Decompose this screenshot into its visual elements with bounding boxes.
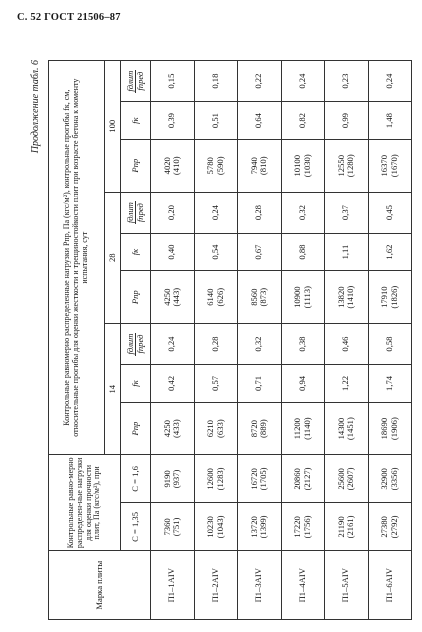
row-mark: П1–4AIV xyxy=(281,551,325,620)
table-caption: Продолжение табл. 6 xyxy=(30,60,41,154)
cell-r100: 0,23 xyxy=(325,61,369,102)
cell-fk28: 0,54 xyxy=(194,233,238,271)
rotated-table-block xyxy=(30,60,412,620)
cell-r14: 0,32 xyxy=(238,323,282,364)
cell-p14: 4250 (433) xyxy=(151,402,195,455)
cell-fk14: 0,57 xyxy=(194,365,238,403)
header-mark: Марка плиты xyxy=(49,551,151,620)
cell-fk28: 0,88 xyxy=(281,233,325,271)
cell-p28: 13820 (1410) xyxy=(325,271,369,324)
cell-fk100: 0,39 xyxy=(151,102,195,140)
header-ratio-28: fдлит fпред xyxy=(121,192,151,233)
cell-r28: 0,20 xyxy=(151,192,195,233)
header-f-k-28: fк xyxy=(121,233,151,271)
header-f-k-14: fк xyxy=(121,365,151,403)
header-group-title: Контрольные равномерно распределенные нагрузки Pпр, Па (кгс/м²), контрольные прогибы fк, см, относительные прогибы для оценки жесткости и трещиностойкости плит при возрасте бетона к моменту испытания, сут xyxy=(49,61,105,455)
table-row xyxy=(151,61,195,620)
cell-p100: 12550 (1280) xyxy=(325,139,369,192)
cell-p14: 8720 (889) xyxy=(238,402,282,455)
header-p-pr-100: Pпр xyxy=(121,139,151,192)
cell-p28: 4250 (443) xyxy=(151,271,195,324)
cell-r14: 0,46 xyxy=(325,323,369,364)
cell-c135: 17220 (1756) xyxy=(281,503,325,551)
cell-fk100: 0,51 xyxy=(194,102,238,140)
header-age-100: 100 xyxy=(105,61,121,193)
cell-r28: 0,37 xyxy=(325,192,369,233)
cell-fk14: 0,71 xyxy=(238,365,282,403)
header-c-16: С = 1,6 xyxy=(121,455,151,503)
cell-r14: 0,24 xyxy=(151,323,195,364)
cell-fk100: 0,64 xyxy=(238,102,282,140)
cell-p28: 8560 (873) xyxy=(238,271,282,324)
cell-p28: 6140 (626) xyxy=(194,271,238,324)
cell-c135: 7360 (751) xyxy=(151,503,195,551)
cell-r28: 0,32 xyxy=(281,192,325,233)
header-p-pr-14: Pпр xyxy=(121,402,151,455)
cell-fk14: 0,94 xyxy=(281,365,325,403)
cell-p100: 16370 (1670) xyxy=(368,139,412,192)
cell-c135: 13720 (1399) xyxy=(238,503,282,551)
cell-r100: 0,24 xyxy=(281,61,325,102)
cell-c135: 27380 (2792) xyxy=(368,503,412,551)
cell-fk28: 1,11 xyxy=(325,233,369,271)
cell-fk28: 1,62 xyxy=(368,233,412,271)
cell-r14: 0,58 xyxy=(368,323,412,364)
cell-p14: 14300 (1451) xyxy=(325,402,369,455)
cell-c16: 20860 (2127) xyxy=(281,455,325,503)
cell-fk28: 0,40 xyxy=(151,233,195,271)
table-6 xyxy=(48,60,412,620)
table-row xyxy=(368,61,412,620)
header-ratio-14: fдлит fпред xyxy=(121,323,151,364)
cell-p100: 5780 (590) xyxy=(194,139,238,192)
cell-p28: 17910 (1826) xyxy=(368,271,412,324)
table-row xyxy=(194,61,238,620)
page-header: С. 52 ГОСТ 21506–87 xyxy=(17,12,121,23)
header-f-k-100: fк xyxy=(121,102,151,140)
header-p-pr-28: Pпр xyxy=(121,271,151,324)
cell-c135: 21190 (2161) xyxy=(325,503,369,551)
cell-c16: 9190 (937) xyxy=(151,455,195,503)
cell-r28: 0,45 xyxy=(368,192,412,233)
cell-fk100: 1,48 xyxy=(368,102,412,140)
header-age-28: 28 xyxy=(105,192,121,323)
cell-r28: 0,24 xyxy=(194,192,238,233)
cell-fk14: 0,42 xyxy=(151,365,195,403)
row-mark: П1–3AIV xyxy=(238,551,282,620)
table-row xyxy=(238,61,282,620)
cell-p28: 10900 (1113) xyxy=(281,271,325,324)
header-age-14: 14 xyxy=(105,323,121,454)
cell-r100: 0,24 xyxy=(368,61,412,102)
cell-c16: 25600 (2607) xyxy=(325,455,369,503)
cell-c16: 32900 (3356) xyxy=(368,455,412,503)
cell-p100: 7940 (810) xyxy=(238,139,282,192)
header-control-loads: Контрольные равно-мерно распределен-ные нагрузки для оценки прочности плит, Па (кгс/м²), при xyxy=(49,455,121,551)
header-ratio-100: fдлит fпред xyxy=(121,61,151,102)
cell-c16: 12600 (1283) xyxy=(194,455,238,503)
cell-r28: 0,28 xyxy=(238,192,282,233)
row-mark: П1–2AIV xyxy=(194,551,238,620)
cell-p100: 10100 (1030) xyxy=(281,139,325,192)
cell-r100: 0,18 xyxy=(194,61,238,102)
header-c-135: С = 1,35 xyxy=(121,503,151,551)
cell-p14: 6210 (633) xyxy=(194,402,238,455)
cell-fk28: 0,67 xyxy=(238,233,282,271)
row-mark: П1–5AIV xyxy=(325,551,369,620)
cell-r100: 0,22 xyxy=(238,61,282,102)
row-mark: П1–6AIV xyxy=(368,551,412,620)
cell-c16: 16720 (1705) xyxy=(238,455,282,503)
cell-c135: 10230 (1043) xyxy=(194,503,238,551)
cell-fk14: 1,74 xyxy=(368,365,412,403)
cell-fk100: 0,99 xyxy=(325,102,369,140)
cell-r14: 0,38 xyxy=(281,323,325,364)
cell-r100: 0,15 xyxy=(151,61,195,102)
cell-p14: 11200 (1140) xyxy=(281,402,325,455)
cell-p100: 4020 (410) xyxy=(151,139,195,192)
table-row xyxy=(281,61,325,620)
cell-r14: 0,28 xyxy=(194,323,238,364)
cell-p14: 18690 (1906) xyxy=(368,402,412,455)
row-mark: П1–1AIV xyxy=(151,551,195,620)
cell-fk100: 0,82 xyxy=(281,102,325,140)
cell-fk14: 1,22 xyxy=(325,365,369,403)
table-row xyxy=(325,61,369,620)
